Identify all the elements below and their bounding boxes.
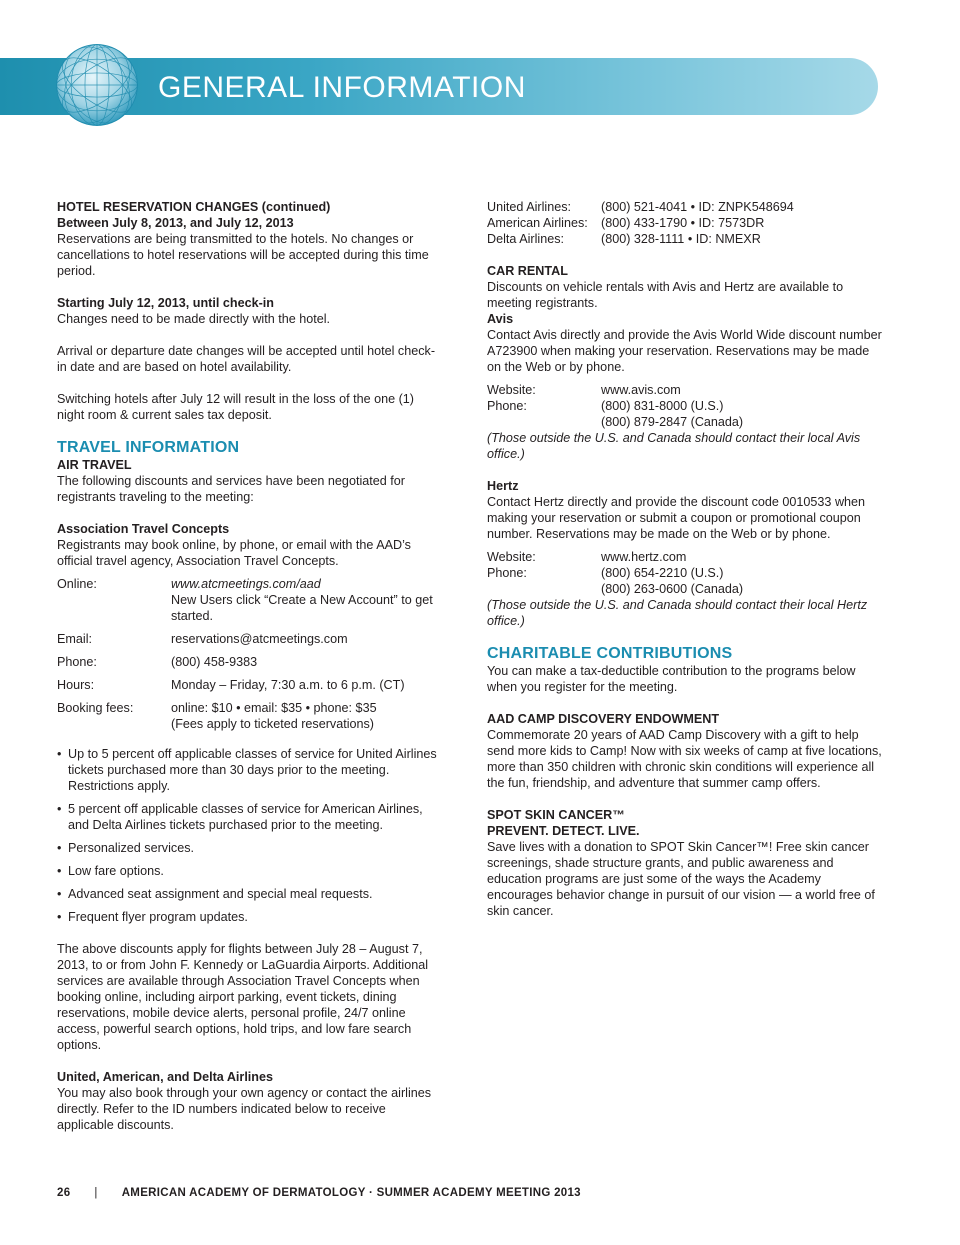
airline-name: Delta Airlines: [487, 232, 564, 246]
spot-skin-cancer-heading: SPOT SKIN CANCER™ [487, 808, 625, 822]
list-item: • Low fare options. [57, 863, 442, 879]
between-dates-heading: Between July 8, 2013, and July 12, 2013 [57, 216, 294, 230]
car-rental-text: Discounts on vehicle rentals with Avis and Hertz are available to meeting registrants. [487, 280, 844, 310]
left-column [57, 199, 442, 1133]
air-travel-heading: AIR TRAVEL [57, 458, 132, 472]
publication-name: AMERICAN ACADEMY OF DERMATOLOGY · SUMMER ACADEMY MEETING 2013 [121, 1187, 581, 1199]
travel-info-heading: TRAVEL INFORMATION [57, 439, 240, 456]
air-discount-list [57, 746, 442, 925]
right-column [487, 199, 882, 919]
globe-icon [54, 42, 140, 128]
footer-separator: | [94, 1187, 98, 1199]
discounts-text: The above discounts apply for flights between July 28 – August 7, 2013, to or from John F. Kennedy or LaGuardia Airports. Additional services are available through Association Travel Concepts when booking online, including airport parking, event tickets, dining reservations, mobile device alerts, personal profile, 24/7 online access, powerful search options, hold trips, and low fare search options. [57, 942, 429, 1052]
list-item: • Advanced seat assignment and special meal requests. [57, 886, 442, 902]
atc-heading: Association Travel Concepts [57, 522, 230, 536]
airline-row [487, 199, 882, 215]
between-dates-text: Reservations are being transmitted to the hotels. No changes or cancellations to hotel reservations will be accepted during this time period. [57, 232, 429, 278]
atc-email-row [57, 631, 442, 647]
page-footer [57, 1185, 581, 1201]
list-item: • 5 percent off applicable classes of service for American Airlines, and Delta Airlines tickets purchased prior to the meeting. [57, 801, 442, 833]
avis-heading: Avis [487, 312, 514, 326]
atc-phone-value: (800) 458-9383 [171, 655, 258, 669]
hertz-text: Contact Hertz directly and provide the discount code 0010533 when making your reservation or submit a coupon or promotional coupon number. Reservations may be made on the Web or by phone. [487, 495, 866, 541]
list-item: • Personalized services. [57, 840, 442, 856]
phone-label: Phone: [487, 566, 527, 580]
email-label: Email: [57, 632, 92, 646]
avis-website-row [487, 382, 882, 398]
hertz-note: (Those outside the U.S. and Canada should contact their local Hertz office.) [487, 598, 868, 628]
camp-discovery-text: Commemorate 20 years of AAD Camp Discovery with a gift to help send more kids to Camp! Now with six weeks of camp at five locations, more than 350 children with chronic skin conditions will experience all the fun, friendship, and adventure that summer camp offers. [487, 728, 882, 790]
hotel-changes-heading: HOTEL RESERVATION CHANGES (continued) [57, 200, 331, 214]
online-label: Online: [57, 577, 97, 591]
car-rental-heading: CAR RENTAL [487, 264, 568, 278]
atc-text: Registrants may book online, by phone, or email with the AAD’s official travel agency, Association Travel Concepts. [57, 538, 411, 568]
airlines-text: You may also book through your own agency or contact the airlines directly. Refer to the ID numbers indicated below to receive applicable discounts. [57, 1086, 432, 1132]
atc-online-note: New Users click “Create a New Account” to get started. [171, 593, 433, 623]
avis-text: Contact Avis directly and provide the Avis World Wide discount number A723900 when making your reservation. Reservations may be made on the Web or by phone. [487, 328, 882, 374]
website-label: Website: [487, 383, 536, 397]
phone-label: Phone: [57, 655, 97, 669]
atc-fees-row [57, 700, 442, 732]
hertz-phone-us: (800) 654-2210 (U.S.) [601, 566, 724, 580]
spot-skin-cancer-text: Save lives with a donation to SPOT Skin Cancer™! Free skin cancer screenings, shade structure grants, and public awareness and education programs are just some of the ways the Academy encourages behavior change in pursuit of our vision — a world free of skin cancer. [487, 840, 875, 918]
fees-label: Booking fees: [57, 701, 134, 715]
airlines-heading: United, American, and Delta Airlines [57, 1070, 274, 1084]
hours-label: Hours: [57, 678, 95, 692]
spot-subheading: PREVENT. DETECT. LIVE. [487, 824, 640, 838]
atc-email-link[interactable]: reservations@atcmeetings.com [171, 632, 348, 646]
airline-name: American Airlines: [487, 216, 588, 230]
airline-id: (800) 521-4041 • ID: ZNPK548694 [601, 200, 794, 214]
starting-text: Changes need to be made directly with the hotel. [57, 312, 331, 326]
hertz-website-row [487, 549, 882, 565]
hertz-heading: Hertz [487, 479, 519, 493]
starting-heading: Starting July 12, 2013, until check-in [57, 296, 274, 310]
atc-hours-value: Monday – Friday, 7:30 a.m. to 6 p.m. (CT) [171, 678, 405, 692]
airline-name: United Airlines: [487, 200, 571, 214]
atc-fees-note: (Fees apply to ticketed reservations) [171, 717, 374, 731]
list-item: • Up to 5 percent off applicable classes of service for United Airlines tickets purchased more than 30 days prior to the meeting. Restrictions apply. [57, 746, 442, 794]
page-number: 26 [57, 1187, 71, 1199]
airline-id: (800) 433-1790 • ID: 7573DR [601, 216, 765, 230]
atc-online-link[interactable]: www.atcmeetings.com/aad [171, 577, 321, 591]
airline-id: (800) 328-1111 • ID: NMEXR [601, 232, 761, 246]
arrival-text: Arrival or departure date changes will be accepted until hotel check-in date and are based on hotel availability. [57, 344, 436, 374]
avis-phone-us: (800) 831-8000 (U.S.) [601, 399, 724, 413]
avis-phone-row [487, 398, 882, 430]
atc-hours-row [57, 677, 442, 693]
air-travel-text: The following discounts and services have been negotiated for registrants traveling to the meeting: [57, 474, 405, 504]
atc-fees-value: online: $10 • email: $35 • phone: $35 [171, 701, 377, 715]
hertz-phone-canada: (800) 263-0600 (Canada) [601, 582, 744, 596]
atc-phone-row [57, 654, 442, 670]
website-label: Website: [487, 550, 536, 564]
switching-text: Switching hotels after July 12 will result in the loss of the one (1) night room & current sales tax deposit. [57, 392, 414, 422]
camp-discovery-heading: AAD CAMP DISCOVERY ENDOWMENT [487, 712, 720, 726]
airline-row [487, 215, 882, 231]
avis-note: (Those outside the U.S. and Canada should contact their local Avis office.) [487, 431, 861, 461]
avis-phone-canada: (800) 879-2847 (Canada) [601, 415, 744, 429]
hertz-website-link[interactable]: www.hertz.com [601, 550, 687, 564]
airline-row [487, 231, 882, 247]
charitable-heading: CHARITABLE CONTRIBUTIONS [487, 645, 733, 662]
phone-label: Phone: [487, 399, 527, 413]
list-item: • Frequent flyer program updates. [57, 909, 442, 925]
avis-website-link[interactable]: www.avis.com [601, 383, 681, 397]
page-title: GENERAL INFORMATION [158, 71, 526, 104]
atc-online-row [57, 576, 442, 624]
charitable-text: You can make a tax-deductible contribution to the programs below when you register for the meeting. [487, 664, 856, 694]
hertz-phone-row [487, 565, 882, 597]
